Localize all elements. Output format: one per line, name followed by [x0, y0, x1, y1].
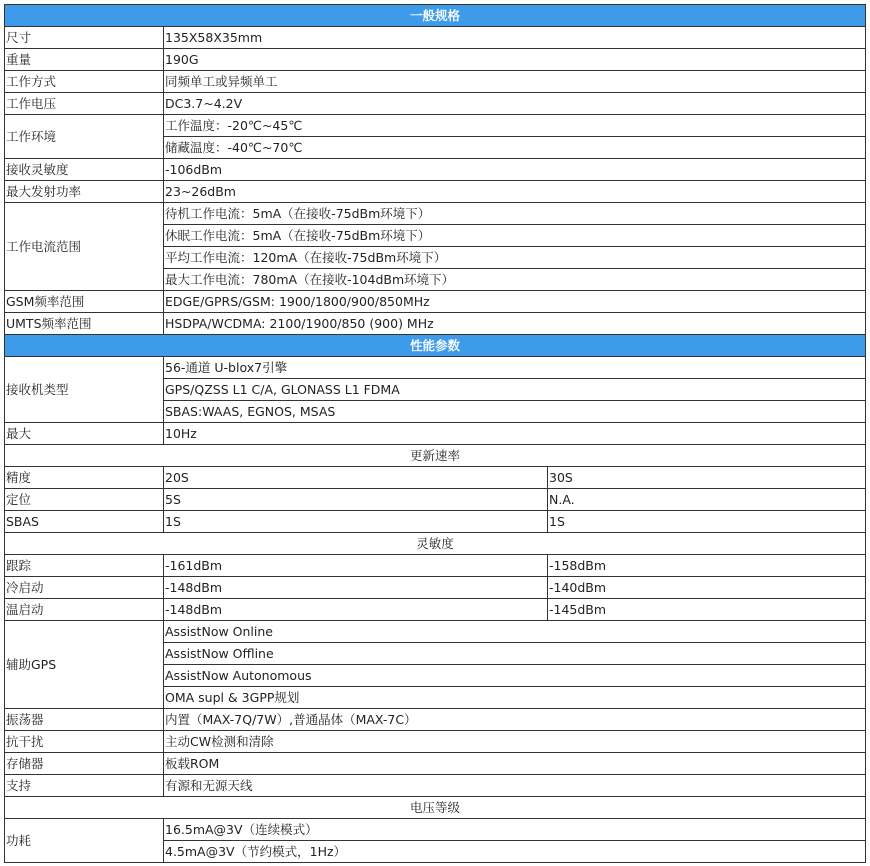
- row-value-a: 5S: [164, 489, 548, 511]
- row-value: 最大工作电流：780mA（在接收-104dBm环境下）: [164, 269, 866, 291]
- table-row: [5, 489, 866, 511]
- table-row: [5, 71, 866, 93]
- row-value-b: 1S: [548, 511, 866, 533]
- row-label: 工作方式: [5, 71, 164, 93]
- table-row: [5, 819, 866, 841]
- table-row: [5, 775, 866, 797]
- row-label: 跟踪: [5, 555, 164, 577]
- row-value: 有源和无源天线: [164, 775, 866, 797]
- row-value: 4.5mA@3V（节约模式，1Hz）: [164, 841, 866, 863]
- row-value: 16.5mA@3V（连续模式）: [164, 819, 866, 841]
- row-value: 板载ROM: [164, 753, 866, 775]
- row-value-a: 20S: [164, 467, 548, 489]
- row-value: 56-通道 U-blox7引擎: [164, 357, 866, 379]
- table-row: [5, 49, 866, 71]
- table-row: [5, 181, 866, 203]
- update-rate-header: 更新速率: [5, 445, 866, 467]
- subheader-row: [5, 445, 866, 467]
- row-value: SBAS:WAAS, EGNOS, MSAS: [164, 401, 866, 423]
- table-row: [5, 753, 866, 775]
- row-label: 振荡器: [5, 709, 164, 731]
- row-label: 功耗: [5, 819, 164, 863]
- row-value-b: 30S: [548, 467, 866, 489]
- row-value: OMA supl & 3GPP规划: [164, 687, 866, 709]
- row-value: EDGE/GPRS/GSM: 1900/1800/900/850MHz: [164, 291, 866, 313]
- row-value: 10Hz: [164, 423, 866, 445]
- row-value: DC3.7~4.2V: [164, 93, 866, 115]
- row-label: 重量: [5, 49, 164, 71]
- subheader-row: [5, 797, 866, 819]
- table-row: [5, 313, 866, 335]
- row-label: SBAS: [5, 511, 164, 533]
- row-label: 冷启动: [5, 577, 164, 599]
- row-label: UMTS频率范围: [5, 313, 164, 335]
- row-label: 接收灵敏度: [5, 159, 164, 181]
- table-row: [5, 731, 866, 753]
- row-value: 平均工作电流：120mA（在接收-75dBm环境下）: [164, 247, 866, 269]
- row-label: 尺寸: [5, 27, 164, 49]
- row-label: 接收机类型: [5, 357, 164, 423]
- row-value: 休眠工作电流：5mA（在接收-75dBm环境下）: [164, 225, 866, 247]
- table-row: [5, 423, 866, 445]
- section-general-title: 一般规格: [5, 5, 866, 27]
- row-value: 工作温度：-20℃~45℃: [164, 115, 866, 137]
- row-label: 最大: [5, 423, 164, 445]
- row-label: 存储器: [5, 753, 164, 775]
- section-header-row: [5, 5, 866, 27]
- table-row: [5, 511, 866, 533]
- row-value: GPS/QZSS L1 C/A, GLONASS L1 FDMA: [164, 379, 866, 401]
- table-row: [5, 467, 866, 489]
- row-value: AssistNow Autonomous: [164, 665, 866, 687]
- row-label: GSM频率范围: [5, 291, 164, 313]
- row-value-b: -140dBm: [548, 577, 866, 599]
- row-value-a: -148dBm: [164, 599, 548, 621]
- table-row: [5, 357, 866, 379]
- section-performance-title: 性能参数: [5, 335, 866, 357]
- row-label: 工作电流范围: [5, 203, 164, 291]
- row-value: 储藏温度：-40℃~70℃: [164, 137, 866, 159]
- row-value-a: 1S: [164, 511, 548, 533]
- table-row: [5, 93, 866, 115]
- voltage-header: 电压等级: [5, 797, 866, 819]
- row-label: 精度: [5, 467, 164, 489]
- row-label: 辅助GPS: [5, 621, 164, 709]
- row-value: 待机工作电流：5mA（在接收-75dBm环境下）: [164, 203, 866, 225]
- spec-table: [4, 4, 866, 863]
- row-value-b: -158dBm: [548, 555, 866, 577]
- table-row: [5, 709, 866, 731]
- table-row: [5, 599, 866, 621]
- row-value: AssistNow Online: [164, 621, 866, 643]
- row-value-a: -148dBm: [164, 577, 548, 599]
- row-label: 工作电压: [5, 93, 164, 115]
- table-row: [5, 621, 866, 643]
- table-row: [5, 159, 866, 181]
- table-row: [5, 291, 866, 313]
- row-label: 抗干扰: [5, 731, 164, 753]
- table-row: [5, 555, 866, 577]
- sensitivity-header: 灵敏度: [5, 533, 866, 555]
- subheader-row: [5, 533, 866, 555]
- table-row: [5, 115, 866, 137]
- row-value: 内置（MAX-7Q/7W）,普通晶体（MAX-7C）: [164, 709, 866, 731]
- row-value: 23~26dBm: [164, 181, 866, 203]
- row-value-a: -161dBm: [164, 555, 548, 577]
- row-label: 最大发射功率: [5, 181, 164, 203]
- table-row: [5, 27, 866, 49]
- row-value: 同频单工或异频单工: [164, 71, 866, 93]
- section-header-row: [5, 335, 866, 357]
- row-label: 温启动: [5, 599, 164, 621]
- row-value: AssistNow Offline: [164, 643, 866, 665]
- row-value: HSDPA/WCDMA: 2100/1900/850 (900) MHz: [164, 313, 866, 335]
- row-value-b: -145dBm: [548, 599, 866, 621]
- row-value: -106dBm: [164, 159, 866, 181]
- row-value: 190G: [164, 49, 866, 71]
- row-label: 定位: [5, 489, 164, 511]
- row-label: 工作环境: [5, 115, 164, 159]
- table-row: [5, 577, 866, 599]
- row-value: 135X58X35mm: [164, 27, 866, 49]
- table-row: [5, 203, 866, 225]
- row-label: 支持: [5, 775, 164, 797]
- row-value-b: N.A.: [548, 489, 866, 511]
- row-value: 主动CW检测和清除: [164, 731, 866, 753]
